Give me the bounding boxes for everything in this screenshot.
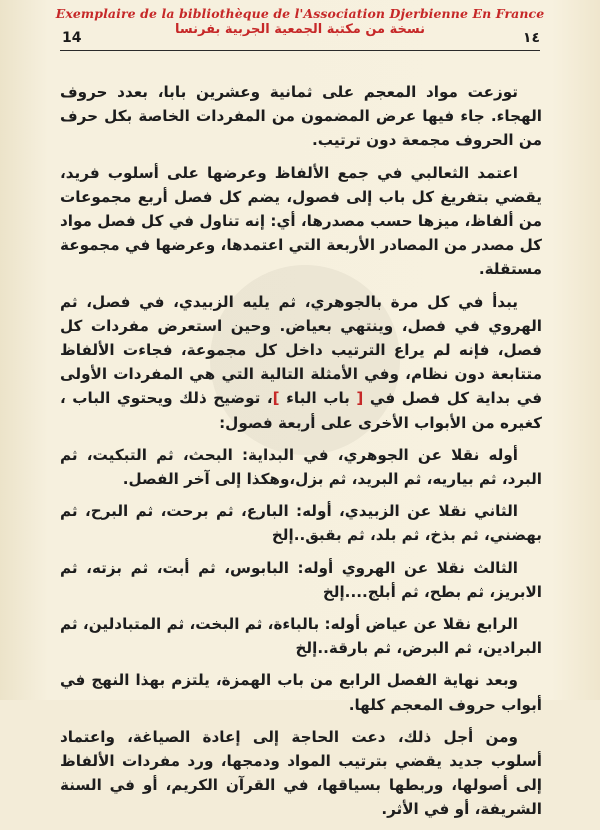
paragraph-3: يبدأ في كل مرة بالجوهري، ثم يليه الزبيدي، في فصل، ثم الهروي في فصل، وينتهي بعياض. وحين استعرض مفردات كل فصل، فإنه لم يراع الترتيب داخل كل مجموعة، فجاءت الألفاظ متتابعة دون نظام، وفي الأمثلة التالية التي هي المفردات الأولى في بداية كل فصل في [ باب الباء ]، توضيح ذلك ويحتوي الباب ، كغيره من الأبواب الأخرى على أربعة فصول: xyxy=(60,292,543,432)
paragraph-6: الثالث نقلا عن الهروي أوله: البابوس، ثم أبت، ثم بزته، ثم الابريز، ثم بطح، ثم أبلج....إلخ xyxy=(60,558,542,601)
bracket-after: ، توضيح ذلك ويحتوي الباب ، كغيره من xyxy=(60,389,542,432)
library-stamp-latin: Exemplaire de la bibliothèque de l'Association Djerbienne En France xyxy=(55,6,545,21)
body-text xyxy=(60,80,542,830)
bracket-text: باب الباء xyxy=(286,389,350,408)
header-rule xyxy=(60,50,540,51)
bracket-close: ] xyxy=(272,389,280,408)
paragraph-1: توزعت مواد المعجم على ثمانية وعشرين بابا، بعدد حروف الهجاء. جاء فيها عرض المضمون من المفردات الخاصة بكل حرف من الحروف مجمعة دون ترتيب. xyxy=(60,83,542,150)
paragraph-9: ومن أجل ذلك، دعت الحاجة إلى إعادة الصياغة، واعتماد أسلوب جديد يقضي بترتيب المواد ودمجها، ورد مفردات الألفاظ إلى أصولها، وربطها بسياقها، في القرآن الكريم، أو في السنة الشريفة، أو في الأثر. xyxy=(60,727,542,819)
paragraph-2: اعتمد الثعالبي في جمع الألفاظ وعرضها على أسلوب فريد، يقضي بتفريغ كل باب إلى فصول، يضم كل فصل أربع مجموعات من ألفاظ، ميزها حسب مصدرها، أي: إنه تناول في كل فصل مواد كل مصدر من المصادر الأربعة التي اعتمدها، وعرضها في مجموعة مستقلة. xyxy=(60,163,542,279)
paragraph-5: الثاني نقلا عن الزبيدي، أوله: البارع، ثم برحت، ثم البرح، ثم بهضني، ثم بذخ، ثم بلد، ثم بقبق..إلخ xyxy=(60,502,542,545)
bracket-open: [ xyxy=(356,389,364,408)
paragraph-4: أوله نقلا عن الجوهري، في البداية: البحث، ثم التبكيت، ثم البرد، ثم بياريه، ثم البريد، ثم بزل،وهكذا إلى آخر الفصل. xyxy=(60,445,542,489)
library-stamp-arabic: نسخة من مكتبة الجمعية الجربية بفرنسا xyxy=(175,22,425,37)
page-number-latin: 14 xyxy=(62,30,82,46)
page-number-arabic: ١٤ xyxy=(522,30,540,46)
paragraph-8: وبعد نهاية الفصل الرابع من باب الهمزة، يلتزم بهذا النهج في أبواب حروف المعجم كلها. xyxy=(60,671,542,714)
paragraph-7: الرابع نقلا عن عياض أوله: بالباءة، ثم البخت، ثم المتبادلين، ثم البرادين، ثم البرض، ثم بارقة..إلخ xyxy=(60,615,542,658)
